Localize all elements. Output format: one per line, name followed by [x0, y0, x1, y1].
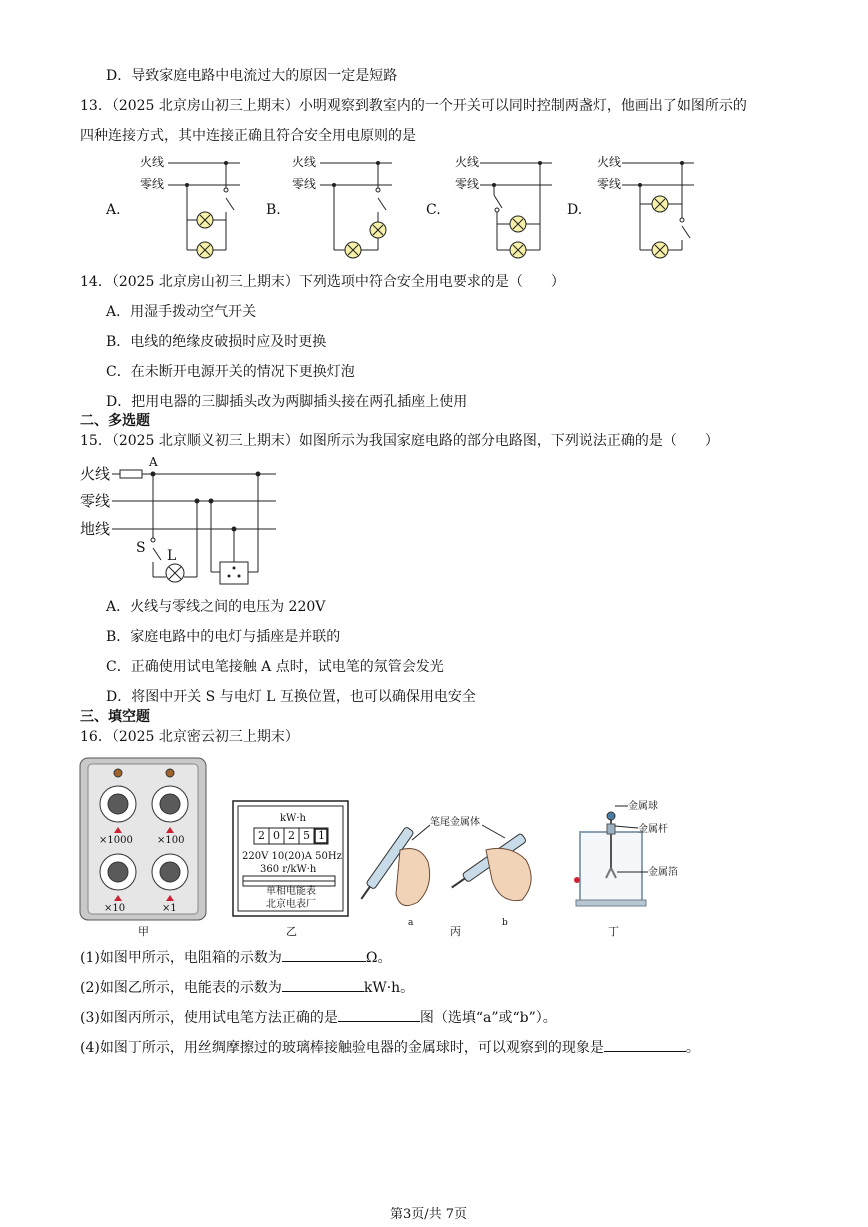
- q13-option-a-label: A.: [106, 202, 121, 218]
- q16-ding-caption: 丁: [608, 925, 619, 938]
- q15-ground-label: 地线: [80, 520, 111, 538]
- q15-option-d: D．将图中开关 S 与电灯 L 互换位置，也可以确保用电安全: [106, 689, 476, 705]
- q16-jia-multiplier-1000: ×1000: [99, 835, 133, 846]
- q16-part-1-text: (1)如图甲所示，电阻箱的示数为: [80, 950, 282, 966]
- q13-stem-line2: 四种连接方式，其中连接正确且符合安全用电原则的是: [80, 128, 416, 144]
- q16-jia-multiplier-10: ×10: [104, 903, 126, 914]
- q13-d-live-label: 火线: [597, 155, 622, 169]
- section-heading-multiple-choice: 二、多选题: [80, 413, 150, 429]
- q16-bing-caption: 丙: [450, 925, 461, 938]
- q13-option-d-label: D.: [567, 202, 583, 218]
- q14-option-a: A．用湿手拨动空气开关: [106, 304, 257, 320]
- q16-ding-label-foil: 金属箔: [648, 867, 678, 878]
- q13-b-live-label: 火线: [292, 155, 317, 169]
- q15-stem: 15．（2025 北京顺义初三上期末）如图所示为我国家庭电路的部分电路图，下列说法正确的是（ ）: [80, 433, 719, 449]
- q13-c-live-label: 火线: [455, 155, 480, 169]
- q16-stem: 16．（2025 北京密云初三上期末）: [80, 729, 299, 745]
- q14-stem: 14．（2025 北京房山初三上期末）下列选项中符合安全用电要求的是（ ）: [80, 274, 565, 290]
- q16-part-4-tail: 。: [685, 1040, 700, 1056]
- q13-d-neutral-label: 零线: [597, 177, 622, 191]
- q15-option-a: A．火线与零线之间的电压为 220V: [106, 599, 326, 615]
- q16-jia-caption: 甲: [138, 925, 149, 938]
- q16-ding-label-rod: 金属杆: [638, 824, 668, 835]
- q16-yi-spec: 220V 10(20)A 50Hz: [242, 851, 342, 862]
- q16-part-2-unit: kW·h。: [363, 980, 415, 996]
- q16-bing-label: 笔尾金属体: [430, 817, 480, 828]
- q16-bing-sub-a: a: [408, 918, 414, 928]
- q16-yi-maker-1: 单相电能表: [266, 886, 316, 897]
- q13-option-c-label: C.: [426, 202, 441, 218]
- q15-point-a-label: A: [149, 455, 158, 469]
- q13-option-b-label: B.: [266, 202, 281, 218]
- q16-jia-multiplier-100: ×100: [157, 835, 185, 846]
- q15-lamp-label: L: [167, 548, 177, 564]
- q16-yi-caption: 乙: [286, 925, 297, 938]
- q13-a-neutral-label: 零线: [140, 177, 165, 191]
- q14-option-c: C．在未断开电源开关的情况下更换灯泡: [106, 364, 355, 380]
- q16-part-3-tail: 图（选填“a”或“b”）。: [419, 1010, 557, 1026]
- q15-live-label: 火线: [80, 465, 111, 483]
- q16-part-3: [80, 1007, 557, 1028]
- q16-bing-sub-b: b: [502, 918, 508, 928]
- q16-yi-digit-1: 2: [258, 829, 265, 842]
- q15-option-c: C．正确使用试电笔接触 A 点时，试电笔的氖管会发光: [106, 659, 444, 675]
- q16-part-1: [80, 947, 391, 968]
- q16-ding-label-ball: 金属球: [628, 801, 658, 812]
- q16-part-2: [80, 977, 414, 998]
- q16-part-4: [80, 1037, 700, 1058]
- q16-yi-rate: 360 r/kW·h: [260, 864, 317, 875]
- q16-part-2-blank[interactable]: [282, 977, 364, 992]
- q16-yi-maker-2: 北京电表厂: [266, 899, 316, 910]
- q16-part-4-blank[interactable]: [604, 1037, 686, 1052]
- q15-option-b: B．家庭电路中的电灯与插座是并联的: [106, 629, 341, 645]
- q16-jia-multiplier-1: ×1: [162, 903, 177, 914]
- page-footer: 第3页/共 7页: [390, 1207, 468, 1222]
- q16-yi-unit: kW·h: [280, 813, 306, 824]
- q15-neutral-label: 零线: [80, 492, 111, 510]
- q13-c-neutral-label: 零线: [455, 177, 480, 191]
- q13-a-live-label: 火线: [140, 155, 165, 169]
- q16-yi-digit-4: 5: [303, 829, 310, 842]
- q13-stem-line1: 13．（2025 北京房山初三上期末）小明观察到教室内的一个开关可以同时控制两盏灯，他画出了如图所示的: [80, 98, 747, 114]
- q16-yi-digit-2: 0: [273, 829, 280, 842]
- q16-part-4-text: (4)如图丁所示，用丝绸摩擦过的玻璃棒接触验电器的金属球时，可以观察到的现象是: [80, 1040, 604, 1056]
- q14-option-d: D．把用电器的三脚插头改为两脚插头接在两孔插座上使用: [106, 394, 468, 410]
- q13-b-neutral-label: 零线: [292, 177, 317, 191]
- q14-option-b: B．电线的绝缘皮破损时应及时更换: [106, 334, 327, 350]
- q16-yi-digit-5: 1: [318, 829, 325, 842]
- q16-part-3-blank[interactable]: [338, 1007, 420, 1022]
- q15-switch-label: S: [136, 540, 146, 556]
- q12-option-d: D．导致家庭电路中电流过大的原因一定是短路: [106, 68, 398, 84]
- q16-part-1-unit: Ω。: [365, 950, 392, 966]
- section-heading-fill-in: 三、填空题: [80, 709, 150, 725]
- q16-yi-digit-3: 2: [288, 829, 295, 842]
- q16-part-1-blank[interactable]: [282, 947, 366, 962]
- q16-part-3-text: (3)如图丙所示，使用试电笔方法正确的是: [80, 1010, 338, 1026]
- q16-part-2-text: (2)如图乙所示，电能表的示数为: [80, 980, 282, 996]
